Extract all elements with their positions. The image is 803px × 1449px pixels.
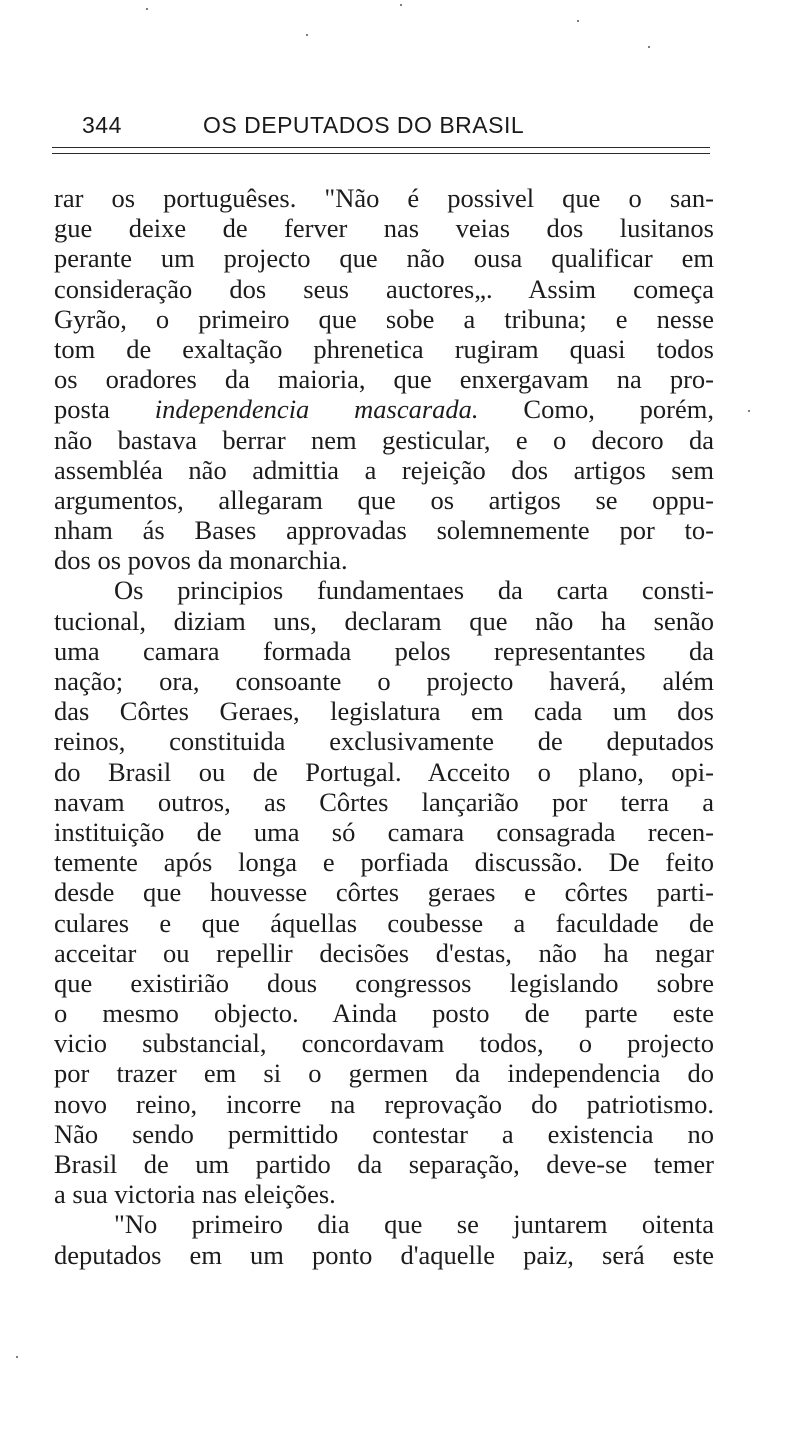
print-speck bbox=[16, 1356, 18, 1358]
print-speck bbox=[146, 8, 148, 10]
header-rule-top bbox=[52, 147, 710, 148]
paragraph-start-line: "No primeiro dia que se juntarem oitenta bbox=[114, 1209, 714, 1240]
text-line: das Côrtes Geraes, legislatura em cada um dos bbox=[54, 696, 714, 727]
text-line: nham ás Bases approvadas solemnemente por to- bbox=[54, 515, 714, 546]
text-line: consideração dos seus auctores„. Assim começa bbox=[54, 273, 714, 304]
text-line: o mesmo objecto. Ainda posto de parte este bbox=[54, 998, 714, 1029]
text-line: navam outros, as Côrtes lançarião por terra a bbox=[54, 786, 714, 817]
running-header bbox=[60, 112, 710, 144]
italic-phrase: independencia mascarada. bbox=[154, 394, 479, 425]
print-speck bbox=[577, 20, 579, 22]
body-text bbox=[54, 183, 714, 1270]
text-line: desde que houvesse côrtes geraes e côrtes parti- bbox=[54, 877, 714, 908]
text-line: tom de exaltação phrenetica rugiram quasi todos bbox=[54, 333, 714, 364]
page-number: 344 bbox=[82, 112, 122, 138]
print-speck bbox=[648, 46, 650, 48]
line-end-text: Como, porém, bbox=[478, 394, 714, 425]
text-line: assembléa não admittia a rejeição dos artigos sem bbox=[54, 454, 714, 485]
print-speck bbox=[306, 34, 308, 36]
text-line: Brasil de um partido da separação, deve-se temer bbox=[54, 1149, 714, 1179]
text-line: vicio substancial, concordavam todos, o projecto bbox=[54, 1028, 714, 1059]
text-line: Não sendo permittido contestar a existencia no bbox=[54, 1118, 714, 1149]
paragraph-start-line: Os principios fundamentaes da carta consti- bbox=[114, 575, 714, 606]
text-line: instituição de uma só camara consagrada recen- bbox=[54, 816, 714, 847]
text-line: por trazer em si o germen da independencia do bbox=[54, 1058, 714, 1089]
text-line: uma camara formada pelos representantes da bbox=[54, 635, 714, 666]
text-line: deputados em um ponto d'aquelle paiz, será este bbox=[54, 1239, 714, 1270]
paragraph-end-line: dos os povos da monarchia. bbox=[54, 545, 348, 576]
text-line: Gyrão, o primeiro que sobe a tribuna; e nesse bbox=[54, 303, 714, 334]
running-title: OS DEPUTADOS DO BRASIL bbox=[203, 112, 525, 138]
text-line: perante um projecto que não ousa qualificar em bbox=[54, 243, 714, 274]
print-speck bbox=[748, 410, 750, 412]
line-start-text: posta bbox=[54, 394, 155, 425]
paragraph-end-line: a sua victoria nas eleições. bbox=[54, 1179, 336, 1210]
text-line: gue deixe de ferver nas veias dos lusitanos bbox=[54, 213, 714, 244]
header-rule-bottom bbox=[52, 153, 710, 154]
text-line: temente após longa e porfiada discussão. De feito bbox=[54, 847, 714, 878]
text-line: novo reino, incorre na reprovação do patriotismo. bbox=[54, 1088, 714, 1119]
text-line: não bastava berrar nem gesticular, e o decoro da bbox=[54, 424, 714, 455]
text-line: os oradores da maioria, que enxergavam na pro- bbox=[54, 364, 714, 395]
text-line: que existirião dous congressos legislando sobre bbox=[54, 967, 714, 998]
text-line: do Brasil ou de Portugal. Acceito o plano, opi- bbox=[54, 756, 714, 787]
text-line: acceitar ou repellir decisões d'estas, não ha negar bbox=[54, 937, 714, 968]
text-line: nação; ora, consoante o projecto haverá, além bbox=[54, 666, 714, 696]
text-line: culares e que áquellas coubesse a faculdade de bbox=[54, 907, 714, 938]
text-line: tucional, diziam uns, declaram que não ha senão bbox=[54, 605, 714, 636]
text-line: reinos, constituida exclusivamente de deputados bbox=[54, 726, 714, 757]
text-line: argumentos, allegaram que os artigos se oppu- bbox=[54, 484, 714, 515]
text-line: rar os portuguêses. "Não é possivel que o san- bbox=[54, 183, 714, 213]
text-line-with-italic bbox=[54, 394, 714, 424]
print-speck bbox=[400, 4, 402, 6]
